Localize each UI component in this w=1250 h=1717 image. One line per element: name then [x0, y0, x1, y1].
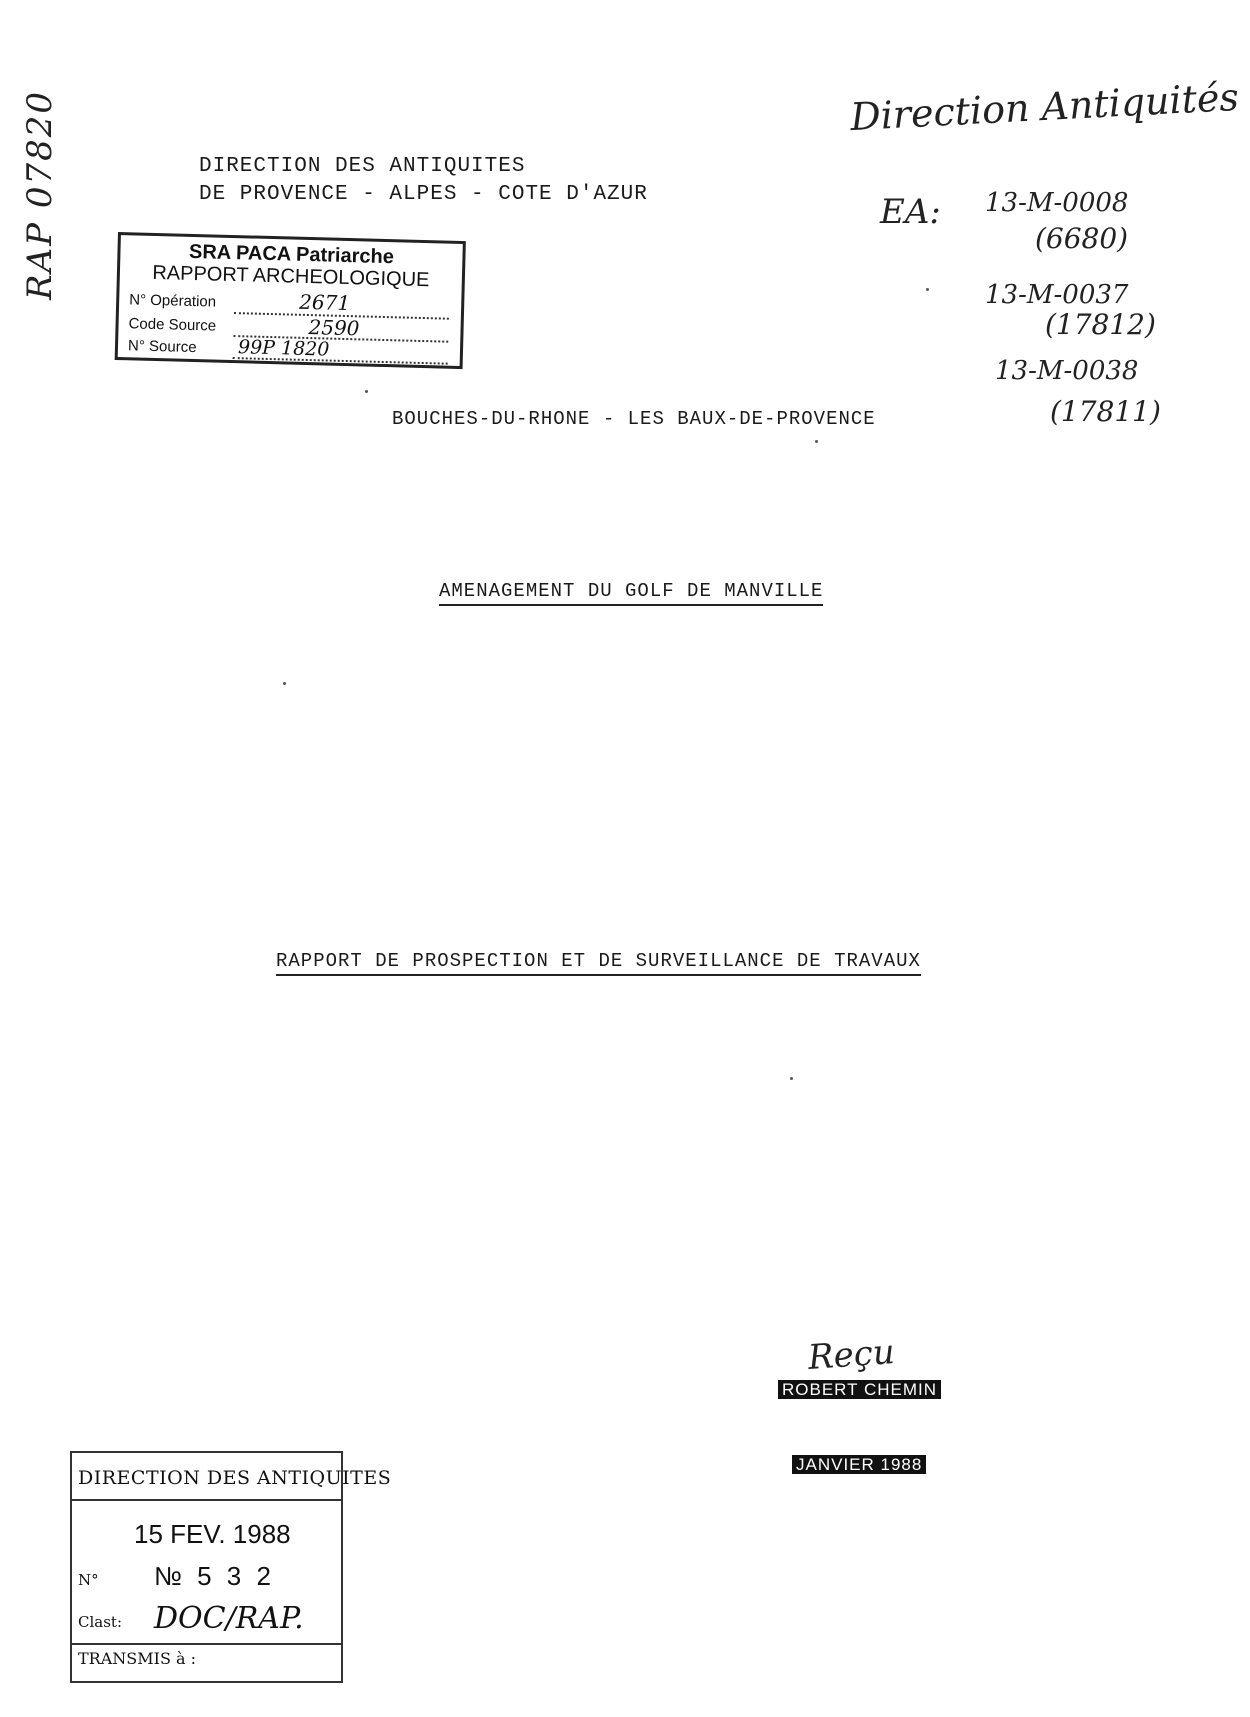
- ea-number-3: (17811): [1050, 395, 1161, 428]
- report-title-text: RAPPORT DE PROSPECTION ET DE SURVEILLANCE DE TRAVAUX: [276, 950, 921, 976]
- sra-source-value: 99P 1820: [237, 336, 330, 361]
- report-title: [276, 950, 921, 972]
- project-title-text: AMENAGEMENT DU GOLF DE MANVILLE: [439, 580, 823, 606]
- project-title: [439, 580, 823, 602]
- handwritten-direction-note: Direction Antiquités: [849, 74, 1240, 140]
- sra-stamp-subtitle: RAPPORT ARCHEOLOGIQUE: [152, 261, 430, 292]
- sra-operation-label: N° Opération: [129, 291, 217, 311]
- reception-stamp-divider-top: [72, 1499, 341, 1501]
- reception-stamp-class: DOC/RAP.: [154, 1601, 304, 1636]
- reception-stamp-divider-bottom: [72, 1643, 341, 1645]
- author-name: [778, 1380, 941, 1400]
- ea-number-2: (17812): [1045, 308, 1156, 341]
- scan-speck: [365, 390, 368, 393]
- sra-code-source-value: 2590: [308, 315, 360, 341]
- handwritten-ea-label: EA:: [880, 192, 941, 232]
- report-date-text: JANVIER 1988: [792, 1455, 926, 1474]
- author-name-text: ROBERT CHEMIN: [778, 1380, 941, 1399]
- sra-code-source-label: Code Source: [128, 315, 217, 335]
- ea-code-3: 13-M-0038: [995, 356, 1139, 386]
- sra-operation-value: 2671: [298, 289, 351, 316]
- reception-stamp-transmis: TRANSMIS à :: [78, 1649, 196, 1668]
- reception-stamp-header: DIRECTION DES ANTIQUITES: [78, 1467, 392, 1489]
- scan-speck: [926, 288, 929, 291]
- scan-speck: [815, 440, 818, 443]
- sra-source-label: N° Source: [127, 337, 197, 357]
- scan-speck: [790, 1077, 793, 1080]
- ea-number-1: (6680): [1035, 222, 1129, 255]
- handwritten-signature: Reçu: [806, 1332, 896, 1378]
- ea-code-2: 13-M-0037: [985, 280, 1129, 310]
- margin-handwritten-note: RAP 07820: [20, 90, 60, 300]
- scan-speck: [283, 682, 286, 685]
- reception-stamp-date: 15 FEV. 1988: [134, 1519, 291, 1549]
- location-line: BOUCHES-DU-RHONE - LES BAUX-DE-PROVENCE: [392, 408, 876, 430]
- report-date: [792, 1455, 926, 1475]
- reception-stamp-class-label: Clast:: [78, 1613, 122, 1631]
- header-line-1: DIRECTION DES ANTIQUITES: [199, 155, 526, 178]
- sra-patriarche-stamp: [115, 232, 466, 369]
- reception-stamp-number-label: N°: [78, 1571, 99, 1589]
- reception-stamp-number: № 5 3 2: [154, 1561, 275, 1591]
- header-line-2: DE PROVENCE - ALPES - COTE D'AZUR: [199, 183, 648, 206]
- reception-stamp: [70, 1451, 392, 1683]
- sra-stamp-title: SRA PACA Patriarche: [188, 240, 395, 269]
- ea-code-1: 13-M-0008: [985, 188, 1129, 218]
